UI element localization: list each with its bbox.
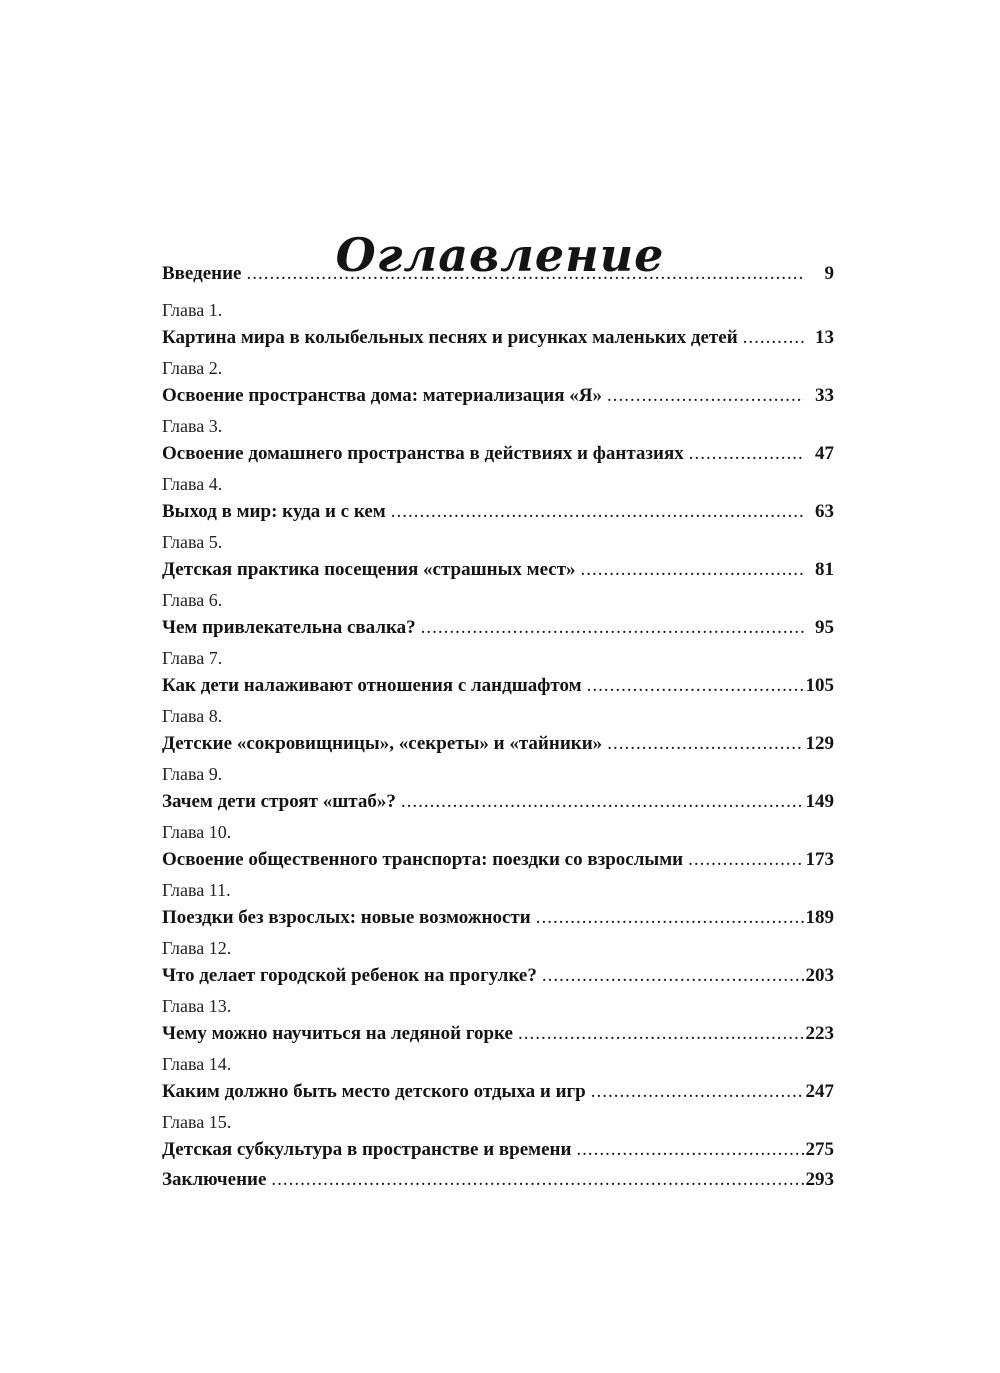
chapter-number: Глава 6. (162, 590, 223, 610)
toc-row (162, 1076, 834, 1108)
chapter-number: Глава 14. (162, 1054, 232, 1074)
toc-row (162, 1018, 834, 1050)
entry-title: Освоение пространства дома: материализация «Я» (162, 385, 602, 406)
chapter-number: Глава 10. (162, 822, 232, 842)
toc-row (162, 1134, 834, 1166)
page-number: 149 (805, 791, 834, 812)
dot-leader (607, 728, 803, 760)
chapter-number: Глава 7. (162, 648, 223, 668)
page-number: 203 (805, 965, 834, 986)
dot-leader (518, 1018, 804, 1050)
toc-row (162, 554, 834, 586)
page-number: 63 (815, 501, 834, 522)
entry-title: Детская практика посещения «страшных мест» (162, 559, 576, 580)
dot-leader (401, 786, 804, 818)
entry-title: Заключение (162, 1169, 267, 1190)
page-number: 247 (805, 1081, 834, 1102)
entry-title: Введение (162, 263, 242, 284)
entry-title: Чем привлекательна свалка? (162, 617, 416, 638)
toc-entry-chapter-15[interactable] (162, 1110, 834, 1166)
page-number: 105 (805, 675, 834, 696)
toc-entry-chapter-6[interactable] (162, 588, 834, 644)
dot-leader (607, 380, 804, 412)
dot-leader (591, 1076, 804, 1108)
chapter-number: Глава 13. (162, 996, 232, 1016)
toc-entry-chapter-11[interactable] (162, 878, 834, 934)
page-number: 173 (805, 849, 834, 870)
entry-title: Как дети налаживают отношения с ландшафтом (162, 675, 582, 696)
chapter-number: Глава 12. (162, 938, 232, 958)
page-number: 189 (805, 907, 834, 928)
toc-row (162, 670, 834, 702)
chapter-number: Глава 3. (162, 416, 223, 436)
page-number: 275 (805, 1139, 834, 1160)
dot-leader (688, 844, 803, 876)
chapter-number: Глава 1. (162, 300, 223, 320)
dot-leader (576, 1134, 803, 1166)
entry-title: Каким должно быть место детского отдыха и игр (162, 1081, 586, 1102)
toc-entry-chapter-2[interactable] (162, 356, 834, 412)
chapter-number: Глава 15. (162, 1112, 232, 1132)
toc-entry-chapter-10[interactable] (162, 820, 834, 876)
toc-row (162, 612, 834, 644)
entry-title: Выход в мир: куда и с кем (162, 501, 386, 522)
chapter-number: Глава 4. (162, 474, 223, 494)
entry-title: Детская субкультура в пространстве и времени (162, 1139, 572, 1160)
toc-row (162, 438, 834, 470)
toc-entry-chapter-12[interactable] (162, 936, 834, 992)
entry-title: Что делает городской ребенок на прогулке? (162, 965, 537, 986)
dot-leader (689, 438, 804, 470)
chapter-number: Глава 8. (162, 706, 223, 726)
toc-row (162, 844, 834, 876)
toc-row (162, 728, 834, 760)
dot-leader (743, 322, 804, 354)
page-number: 33 (815, 385, 834, 406)
toc-entry-chapter-4[interactable] (162, 472, 834, 528)
entry-title: Детские «сокровищницы», «секреты» и «тайники» (162, 733, 603, 754)
page-number: 223 (805, 1023, 834, 1044)
chapter-number: Глава 11. (162, 880, 231, 900)
page-number: 129 (805, 733, 834, 754)
toc-row (162, 380, 834, 412)
dot-leader (391, 496, 804, 528)
chapter-number: Глава 2. (162, 358, 223, 378)
page-number: 13 (815, 327, 834, 348)
toc-row (162, 496, 834, 528)
entry-title: Чему можно научиться на ледяной горке (162, 1023, 513, 1044)
toc-row (162, 322, 834, 354)
entry-title: Поездки без взрослых: новые возможности (162, 907, 531, 928)
page-number: 293 (805, 1169, 834, 1190)
page-number: 95 (815, 617, 834, 638)
page-title: Оглавление (335, 227, 665, 282)
entry-title: Зачем дети строят «штаб»? (162, 791, 396, 812)
dot-leader (587, 670, 804, 702)
entry-title: Освоение домашнего пространства в действиях и фантазиях (162, 443, 684, 464)
entry-title: Картина мира в колыбельных песнях и рисунках маленьких детей (162, 327, 738, 348)
toc-entry-introduction[interactable] (162, 258, 834, 290)
dot-leader (542, 960, 804, 992)
dot-leader (581, 554, 804, 586)
toc-entry-conclusion[interactable] (162, 1164, 834, 1196)
toc-row (162, 786, 834, 818)
toc-entry-chapter-3[interactable] (162, 414, 834, 470)
toc-entry-chapter-9[interactable] (162, 762, 834, 818)
toc-row (162, 1164, 834, 1196)
entry-title: Освоение общественного транспорта: поездки со взрослыми (162, 849, 684, 870)
toc-row (162, 902, 834, 934)
toc-entry-chapter-5[interactable] (162, 530, 834, 586)
page-number: 81 (815, 559, 834, 580)
toc-row (162, 960, 834, 992)
page-number: 9 (824, 263, 834, 284)
page-number: 47 (815, 443, 834, 464)
toc-entry-chapter-8[interactable] (162, 704, 834, 760)
dot-leader (536, 902, 804, 934)
toc-entry-chapter-13[interactable] (162, 994, 834, 1050)
toc-entry-chapter-7[interactable] (162, 646, 834, 702)
toc-entry-chapter-14[interactable] (162, 1052, 834, 1108)
chapter-number: Глава 5. (162, 532, 223, 552)
toc-entry-chapter-1[interactable] (162, 298, 834, 354)
chapter-number: Глава 9. (162, 764, 223, 784)
dot-leader (247, 258, 805, 290)
toc-row (162, 258, 834, 290)
dot-leader (271, 1164, 803, 1196)
dot-leader (421, 612, 804, 644)
